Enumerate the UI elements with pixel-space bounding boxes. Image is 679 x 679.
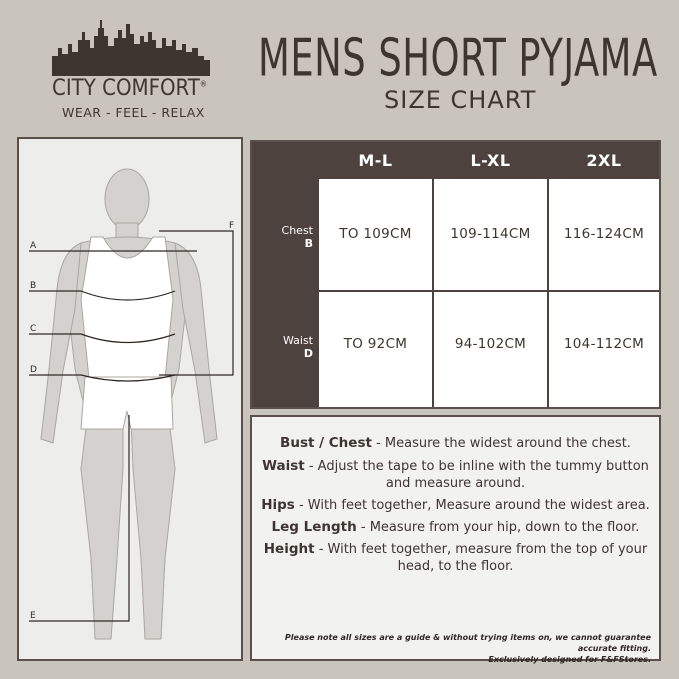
table-cell: 109-114CM — [434, 179, 547, 290]
body-figure-panel — [17, 137, 243, 661]
label-e: E — [30, 611, 36, 621]
tank-top-shape — [81, 237, 173, 379]
table-header-row — [252, 142, 659, 179]
size-table — [250, 140, 661, 409]
page-subtitle: SIZE CHART — [384, 86, 537, 114]
brand-tagline: WEAR - FEEL - RELAX — [62, 105, 205, 120]
column-header-2xl: 2XL — [586, 151, 622, 170]
note-leg-length: Leg Length - Measure from your hip, down to the floor. — [271, 519, 640, 535]
table-cell: TO 109CM — [319, 179, 432, 290]
table-cell: 104-112CM — [549, 292, 659, 407]
note-hips: Hips - With feet together, Measure around the widest area. — [261, 497, 650, 513]
table-cell: TO 92CM — [319, 292, 432, 407]
label-d: D — [30, 365, 37, 375]
column-header-m-l: M-L — [358, 151, 393, 170]
label-c: C — [30, 324, 37, 334]
label-f: F — [229, 221, 235, 231]
skyline-icon — [52, 18, 212, 76]
brand-name: CITY COMFORT® — [52, 76, 207, 101]
label-b: B — [30, 281, 37, 291]
note-bust-chest: Bust / Chest - Measure the widest around the chest. — [280, 435, 631, 451]
table-row-header-column — [252, 179, 319, 407]
row-header-waist: Waist D — [282, 334, 313, 360]
row-header-chest: Chest B — [281, 224, 313, 250]
body-figure-illustration — [19, 139, 241, 659]
shorts-shape — [81, 377, 173, 429]
page-title: MENS SHORT PYJAMA — [258, 28, 658, 88]
note-waist: Waist - Adjust the tape to be inline with the tummy button and measure around. — [262, 458, 649, 491]
measurement-notes-panel — [250, 415, 661, 664]
disclaimer: Please note all sizes are a guide & without trying items on, we cannot guarantee accurate fitting. Exclusively designed for F&FStores. — [284, 633, 651, 664]
table-cell: 116-124CM — [549, 179, 659, 290]
brand-logo — [48, 18, 218, 128]
note-height: Height - With feet together, measure from the top of your head, to the floor. — [263, 541, 648, 574]
column-header-l-xl: L-XL — [470, 151, 511, 170]
table-cell: 94-102CM — [434, 292, 547, 407]
label-a: A — [30, 241, 37, 251]
